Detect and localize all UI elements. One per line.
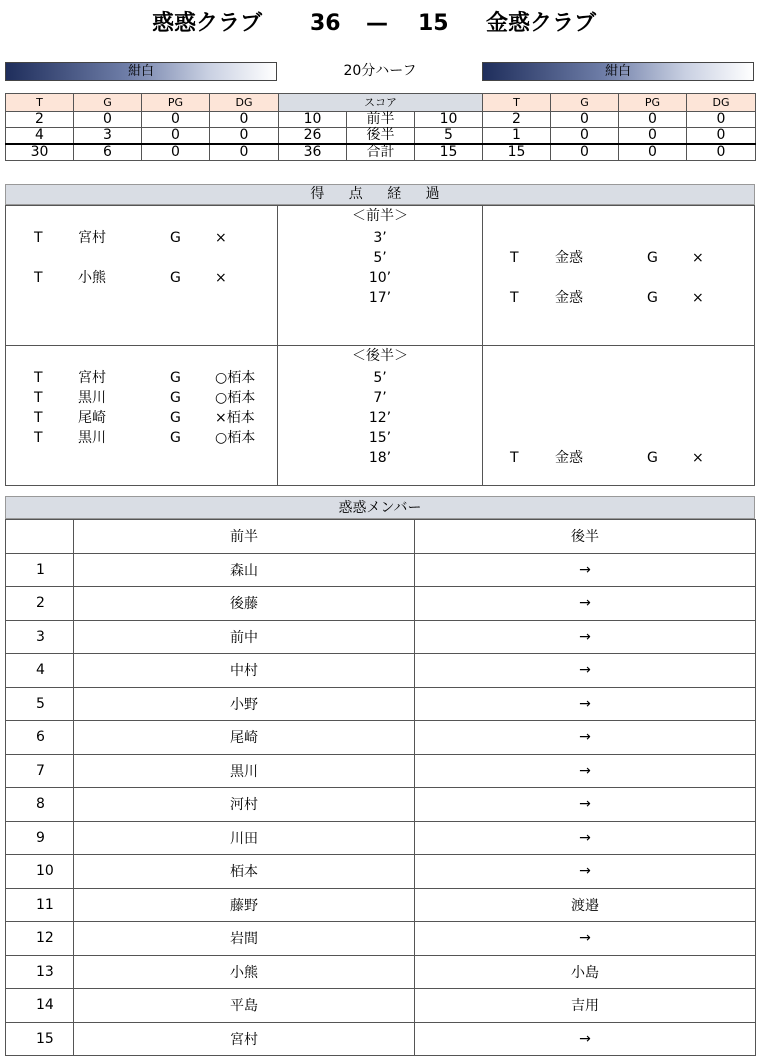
home-score-table [5, 93, 279, 161]
event-result: ○栢本 [215, 390, 256, 406]
members-table [5, 519, 756, 1056]
event-player: 金惑 [555, 250, 583, 266]
table-row [6, 922, 756, 956]
player-number: 3 [6, 620, 74, 654]
second-half-player: → [415, 754, 756, 788]
score-cell: 0 [619, 144, 687, 161]
score-cell: 30 [6, 144, 74, 161]
score-cell: 0 [210, 128, 279, 145]
second-half-player: → [415, 922, 756, 956]
second-half-player: → [415, 855, 756, 889]
away-color-bar: 紺白 [482, 62, 754, 81]
first-half-player: 河村 [74, 788, 415, 822]
player-number: 8 [6, 788, 74, 822]
first-half-player: 宮村 [74, 1022, 415, 1056]
second-half-player: → [415, 721, 756, 755]
event-player: 黒川 [78, 430, 106, 446]
col-header: DG [687, 94, 756, 112]
period-label: 前半 [347, 112, 415, 128]
table-row [6, 721, 756, 755]
score-cell: 0 [210, 112, 279, 128]
first-half-player: 小野 [74, 687, 415, 721]
event-player: 小熊 [78, 270, 106, 286]
second-half-player: → [415, 687, 756, 721]
event-goal: G [170, 390, 181, 406]
player-number: 4 [6, 654, 74, 688]
period-label: 合計 [347, 144, 415, 161]
score-header: スコア [279, 94, 483, 112]
score-cell: 0 [619, 128, 687, 145]
second-half-player: 吉用 [415, 989, 756, 1023]
score-separator: — [366, 11, 388, 36]
score-time: 3’ [373, 230, 387, 246]
col-header: T [6, 94, 74, 112]
home-color-bar: 紺白 [5, 62, 277, 81]
player-number: 7 [6, 754, 74, 788]
table-row [6, 620, 756, 654]
event-result: × [692, 450, 704, 466]
score-cell: 0 [551, 144, 619, 161]
event-type: T [34, 230, 43, 246]
score-cell: 0 [687, 112, 756, 128]
half-label: ＜前半＞ [352, 208, 408, 224]
second-half-player: → [415, 553, 756, 587]
score-cell: 0 [687, 144, 756, 161]
event-type: T [34, 390, 43, 406]
col-header: G [74, 94, 142, 112]
first-half-player: 川田 [74, 821, 415, 855]
table-row [6, 1022, 756, 1056]
table-row [6, 955, 756, 989]
score-cell: 0 [210, 144, 279, 161]
event-goal: G [170, 370, 181, 386]
event-type: T [510, 290, 519, 306]
first-half-player: 後藤 [74, 587, 415, 621]
player-number: 2 [6, 587, 74, 621]
scoring-section-title: 得 点 経 過 [5, 184, 755, 205]
home-points: 26 [279, 128, 347, 145]
event-player: 黒川 [78, 390, 106, 406]
event-result: ○栢本 [215, 430, 256, 446]
score-cell: 0 [142, 128, 210, 145]
second-half-player: → [415, 821, 756, 855]
score-cell: 15 [483, 144, 551, 161]
event-goal: G [647, 290, 658, 306]
col-header: PG [619, 94, 687, 112]
score-time: 17’ [368, 290, 392, 306]
event-type: T [34, 430, 43, 446]
score-time: 5’ [373, 370, 387, 386]
score-summary-table [278, 93, 483, 161]
second-half-player: → [415, 788, 756, 822]
score-time: 12’ [368, 410, 392, 426]
table-row [6, 855, 756, 889]
event-goal: G [170, 410, 181, 426]
event-player: 尾崎 [78, 410, 106, 426]
player-number: 1 [6, 553, 74, 587]
event-type: T [510, 450, 519, 466]
score-cell: 0 [551, 112, 619, 128]
player-number: 6 [6, 721, 74, 755]
col-header: T [483, 94, 551, 112]
event-result: ○栢本 [215, 370, 256, 386]
score-time: 18’ [368, 450, 392, 466]
event-type: T [34, 410, 43, 426]
col-header: DG [210, 94, 279, 112]
event-player: 宮村 [78, 370, 106, 386]
player-number: 13 [6, 955, 74, 989]
event-goal: G [170, 230, 181, 246]
table-row [6, 888, 756, 922]
score-cell: 1 [483, 128, 551, 145]
away-first-half-box [482, 205, 755, 346]
table-row [6, 654, 756, 688]
player-number: 15 [6, 1022, 74, 1056]
match-format: 20分ハーフ [343, 63, 417, 79]
event-player: 金惑 [555, 450, 583, 466]
second-half-player: → [415, 620, 756, 654]
table-row [6, 754, 756, 788]
score-cell: 4 [6, 128, 74, 145]
members-section-title: 惑惑メンバー [5, 496, 755, 519]
player-number: 10 [6, 855, 74, 889]
home-score: 36 [310, 11, 341, 36]
event-goal: G [647, 250, 658, 266]
event-result: × [692, 250, 704, 266]
first-half-player: 中村 [74, 654, 415, 688]
second-half-header: 後半 [415, 520, 756, 554]
away-points: 10 [415, 112, 483, 128]
score-time: 10’ [368, 270, 392, 286]
first-half-player: 前中 [74, 620, 415, 654]
player-number: 12 [6, 922, 74, 956]
event-goal: G [170, 430, 181, 446]
player-number: 5 [6, 687, 74, 721]
event-player: 金惑 [555, 290, 583, 306]
second-half-player: 渡邉 [415, 888, 756, 922]
event-result: × [215, 230, 227, 246]
score-time: 15’ [368, 430, 392, 446]
score-cell: 6 [74, 144, 142, 161]
first-half-header: 前半 [74, 520, 415, 554]
event-goal: G [647, 450, 658, 466]
event-result: × [215, 270, 227, 286]
score-cell: 0 [142, 112, 210, 128]
first-half-player: 平島 [74, 989, 415, 1023]
player-number: 9 [6, 821, 74, 855]
table-header-row [6, 520, 756, 554]
player-number: 11 [6, 888, 74, 922]
event-player: 宮村 [78, 230, 106, 246]
home-team-name: 惑惑クラブ [152, 11, 263, 36]
second-half-player: → [415, 654, 756, 688]
event-result: ×栢本 [215, 410, 255, 426]
event-type: T [510, 250, 519, 266]
away-second-half-box [482, 345, 755, 486]
second-half-player: → [415, 587, 756, 621]
score-cell: 0 [74, 112, 142, 128]
first-half-player: 岩間 [74, 922, 415, 956]
table-row [6, 821, 756, 855]
score-cell: 0 [142, 144, 210, 161]
event-goal: G [170, 270, 181, 286]
away-points: 5 [415, 128, 483, 145]
event-type: T [34, 270, 43, 286]
first-half-player: 藤野 [74, 888, 415, 922]
table-row [6, 553, 756, 587]
first-half-player: 黒川 [74, 754, 415, 788]
score-cell: 0 [619, 112, 687, 128]
second-half-player: → [415, 1022, 756, 1056]
score-time: 5’ [373, 250, 387, 266]
table-row [6, 587, 756, 621]
col-header: G [551, 94, 619, 112]
number-header [6, 520, 74, 554]
score-cell: 0 [687, 128, 756, 145]
first-half-player: 栢本 [74, 855, 415, 889]
half-label: ＜後半＞ [352, 348, 408, 364]
period-label: 後半 [347, 128, 415, 145]
home-points: 10 [279, 112, 347, 128]
away-score-table [482, 93, 756, 161]
score-cell: 3 [74, 128, 142, 145]
score-cell: 0 [551, 128, 619, 145]
away-points: 15 [415, 144, 483, 161]
home-first-half-box [5, 205, 278, 346]
score-time: 7’ [373, 390, 387, 406]
score-cell: 2 [483, 112, 551, 128]
col-header: PG [142, 94, 210, 112]
table-row [6, 687, 756, 721]
first-half-player: 森山 [74, 553, 415, 587]
away-team-name: 金惑クラブ [486, 11, 597, 36]
away-score: 15 [418, 11, 449, 36]
first-half-player: 尾崎 [74, 721, 415, 755]
event-result: × [692, 290, 704, 306]
table-row [6, 989, 756, 1023]
first-half-player: 小熊 [74, 955, 415, 989]
home-points: 36 [279, 144, 347, 161]
table-row [6, 788, 756, 822]
second-half-player: 小島 [415, 955, 756, 989]
event-type: T [34, 370, 43, 386]
score-cell: 2 [6, 112, 74, 128]
player-number: 14 [6, 989, 74, 1023]
